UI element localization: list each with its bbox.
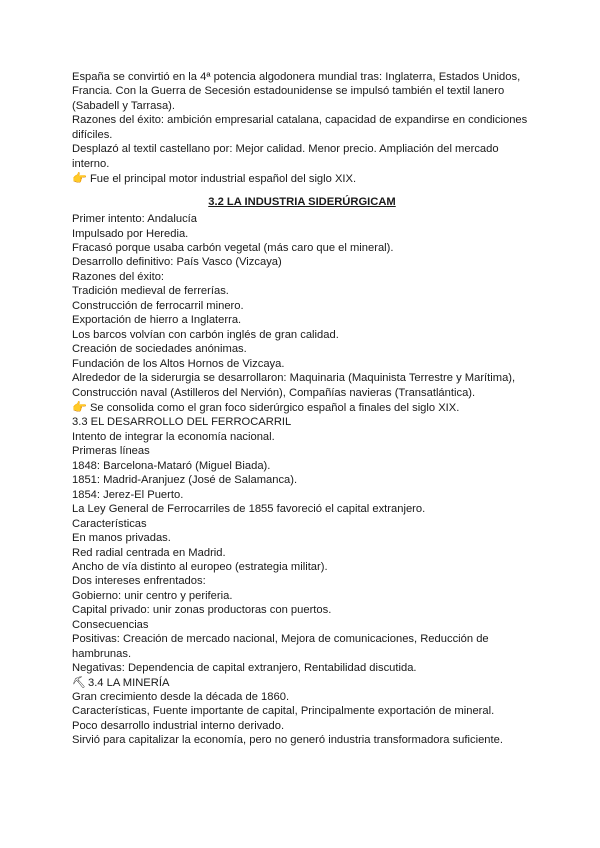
intro-conclusion-text: Fue el principal motor industrial español del siglo XIX.	[89, 173, 357, 186]
s33-line-2: 1848: Barcelona-Mataró (Miguel Biada).	[72, 459, 271, 472]
pointing-hand-icon: 👉	[72, 171, 87, 186]
s33-line-3: 1851: Madrid-Aranjuez (José de Salamanca).	[72, 474, 298, 487]
s32-line-4: Razones del éxito:	[72, 270, 165, 283]
s34-line-0: Gran crecimiento desde la década de 1860.	[72, 691, 290, 704]
intro-conclusion	[72, 171, 532, 186]
s33-line-0: Intento de integrar la economía nacional.	[72, 430, 275, 443]
s33-line-10: Dos intereses enfrentados:	[72, 575, 206, 588]
s32-around: Alrededor de la siderurgia se desarrollaron: Maquinaria (Maquinista Terrestre y Marítima), Construcción naval (Astilleros del Nervión), Compañías navieras (Transatlántica).	[72, 372, 516, 399]
s32-line-3: Desarrollo definitivo: País Vasco (Vizcaya)	[72, 256, 282, 269]
s33-line-7: En manos privadas.	[72, 532, 171, 545]
pick-icon: ⛏	[72, 676, 86, 689]
s32-line-10: Fundación de los Altos Hornos de Vizcaya.	[72, 357, 285, 370]
s33-line-4: 1854: Jerez-El Puerto.	[72, 488, 184, 501]
s32-line-7: Exportación de hierro a Inglaterra.	[72, 314, 242, 327]
s33-positivas: Positivas: Creación de mercado nacional, Mejora de comunicaciones, Reducción de hambrunas.	[72, 633, 489, 660]
s33-line-11: Gobierno: unir centro y periferia.	[72, 589, 233, 602]
s32-line-5: Tradición medieval de ferrerías.	[72, 285, 229, 298]
s33-line-6: Características	[72, 517, 147, 530]
s33-negativas: Negativas: Dependencia de capital extranjero, Rentabilidad discutida.	[72, 662, 417, 675]
s33-line-9: Ancho de vía distinto al europeo (estrategia militar).	[72, 560, 328, 573]
section-33-title: 3.3 EL DESARROLLO DEL FERROCARRIL	[72, 416, 292, 429]
section-34-title-row	[72, 676, 532, 690]
s32-conclusion-text: Se consolida como el gran foco siderúrgico español a finales del siglo XIX.	[89, 401, 460, 414]
s32-line-8: Los barcos volvían con carbón inglés de gran calidad.	[72, 328, 339, 341]
s33-line-13: Consecuencias	[72, 618, 149, 631]
s32-line-2: Fracasó porque usaba carbón vegetal (más caro que el mineral).	[72, 241, 394, 254]
s32-line-0: Primer intento: Andalucía	[72, 213, 197, 226]
intro-paragraph-1: España se convirtió en la 4ª potencia algodonera mundial tras: Inglaterra, Estados Unidos, Francia. Con la Guerra de Secesión estadounidense se impulsó también el textil lanero (Sabadell y Tarrasa).	[72, 71, 521, 112]
s33-line-8: Red radial centrada en Madrid.	[72, 546, 226, 559]
s33-line-5: La Ley General de Ferrocarriles de 1855 favoreció el capital extranjero.	[72, 503, 426, 516]
document-page	[72, 70, 532, 748]
pointing-hand-icon: 👉	[72, 399, 87, 414]
section-34-title: 3.4 LA MINERÍA	[87, 676, 170, 689]
intro-paragraph-3: Desplazó al textil castellano por: Mejor calidad. Menor precio. Ampliación del mercado interno.	[72, 143, 499, 170]
s33-line-1: Primeras líneas	[72, 445, 150, 458]
section-32-title: 3.2 LA INDUSTRIA SIDERÚRGICAM	[208, 195, 396, 208]
s32-line-6: Construcción de ferrocarril minero.	[72, 299, 244, 312]
s34-line-3: Sirvió para capitalizar la economía, pero no generó industria transformadora suficiente.	[72, 734, 503, 747]
s32-line-9: Creación de sociedades anónimas.	[72, 343, 247, 356]
s34-line-1: Características, Fuente importante de capital, Principalmente exportación de mineral.	[72, 705, 495, 718]
s32-line-1: Impulsado por Heredia.	[72, 227, 189, 240]
intro-paragraph-2: Razones del éxito: ambición empresarial catalana, capacidad de expandirse en condiciones difíciles.	[72, 114, 528, 141]
s32-conclusion	[72, 400, 532, 415]
s34-line-2: Poco desarrollo industrial interno derivado.	[72, 719, 285, 732]
s33-line-12: Capital privado: unir zonas productoras con puertos.	[72, 604, 332, 617]
